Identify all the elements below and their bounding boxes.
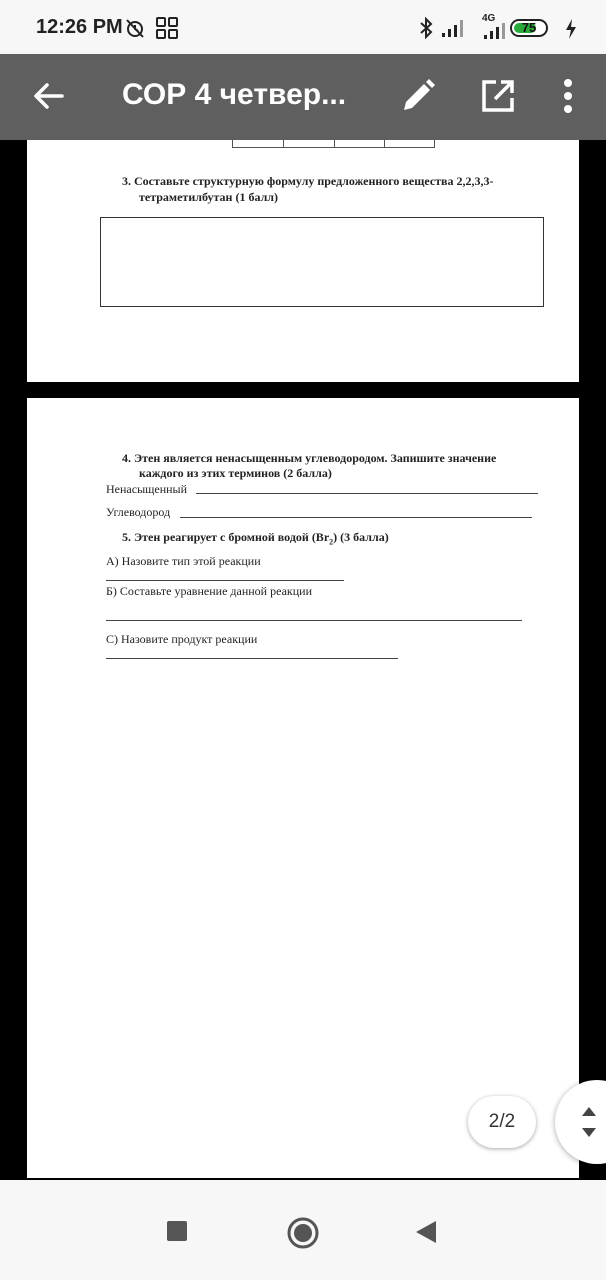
home-circle-icon[interactable] (286, 1216, 320, 1250)
edit-pencil-icon[interactable] (400, 78, 436, 114)
alarm-off-icon (124, 17, 146, 39)
app-bar (0, 54, 606, 140)
app-grid-icon (156, 17, 178, 39)
answer-line (106, 658, 398, 659)
answer-line (106, 620, 522, 621)
question-3-text: 3. Составьте структурную формулу предложенного вещества 2,2,3,3- (122, 174, 494, 188)
open-external-icon[interactable] (480, 78, 516, 114)
battery-level: 75 (521, 20, 537, 35)
question-5b-text: Б) Составьте уравнение данной реакции (106, 584, 312, 598)
charging-icon (564, 18, 578, 40)
term-hydrocarbon-label: Углеводород (106, 505, 171, 519)
back-triangle-icon[interactable] (414, 1219, 438, 1245)
more-vert-icon[interactable] (560, 78, 576, 114)
answer-line (106, 580, 344, 581)
battery-indicator (510, 19, 548, 37)
bluetooth-icon (418, 17, 434, 39)
answer-line (180, 517, 532, 518)
table-divider (334, 140, 335, 148)
question-5-heading: 5. Этен реагирует с бромной водой (Br (122, 530, 330, 544)
scroll-arrows-icon (579, 1102, 599, 1142)
question-4-text: 4. Этен является ненасыщенным углеводородом. Запишите значение (122, 451, 497, 465)
page-indicator: 2/2 (468, 1096, 536, 1148)
answer-box (100, 217, 544, 307)
table-divider (384, 140, 385, 148)
table-divider (283, 140, 284, 148)
question-5-heading-tail: ) (3 балла) (333, 530, 389, 544)
back-arrow-icon[interactable] (32, 80, 66, 112)
navigation-bar (0, 1180, 606, 1280)
question-4-text-cont: каждого из этих терминов (2 балла) (139, 466, 332, 480)
question-5-text (122, 530, 389, 546)
question-5c-text: С) Назовите продукт реакции (106, 632, 258, 646)
network-type: 4G (482, 13, 496, 24)
signal-icon (440, 18, 466, 38)
question-5-subscript: 2 (329, 537, 334, 547)
recents-square-icon[interactable] (166, 1220, 188, 1242)
document-title: СОР 4 четвер... (122, 78, 347, 111)
signal-4g-icon (478, 22, 506, 40)
question-5a-text: А) Назовите тип этой реакции (106, 554, 261, 568)
status-bar (0, 0, 606, 54)
answer-line (196, 493, 538, 494)
term-unsaturated-label: Ненасыщенный (106, 482, 188, 496)
status-time: 12:26 PM (36, 16, 123, 38)
question-3-text-cont: тетраметилбутан (1 балл) (139, 190, 279, 204)
